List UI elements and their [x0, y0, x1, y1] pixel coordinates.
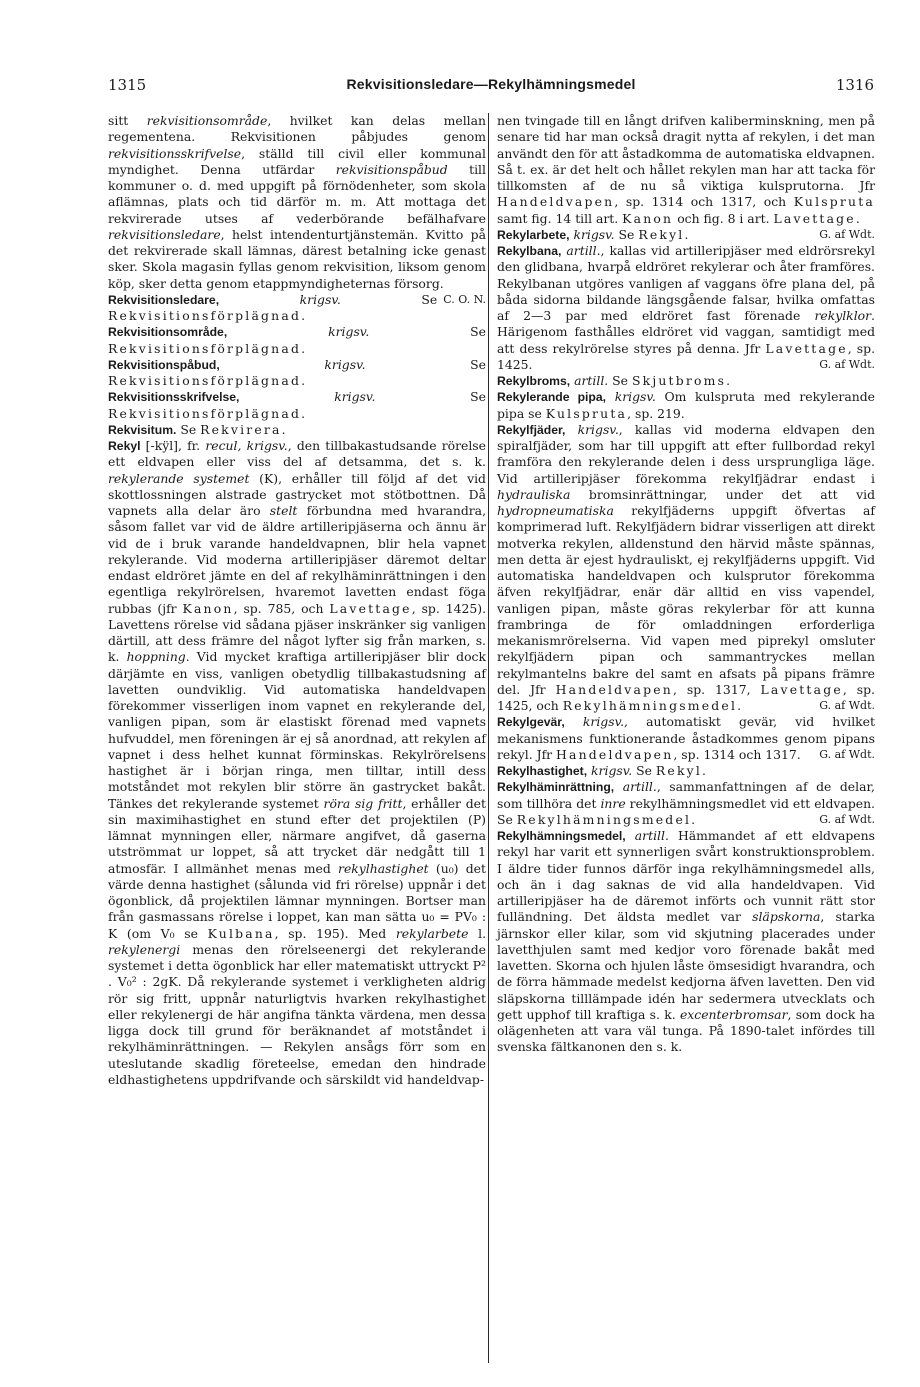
text-run: , sp. 219.	[627, 405, 685, 421]
text-run: rekylarbete	[395, 925, 469, 941]
text-run: hydropneumatiska	[497, 503, 614, 518]
text-run: Om kulspruta med rekylerande pipa se	[497, 389, 875, 421]
headword: Rekylgevär,	[497, 715, 565, 730]
author-signature: G. af Wdt.	[819, 812, 875, 826]
text-run: röra sig fritt	[323, 795, 403, 811]
text-run: krigsv.	[324, 356, 366, 372]
text-run: artill.	[574, 373, 609, 388]
headword: Rekvisitionsledare,	[108, 292, 220, 307]
text-run: rekvisitionsskrifvelse	[108, 145, 242, 161]
text-run: , sp. 785, och	[233, 600, 330, 616]
headword: Rekvisitionsområde,	[108, 325, 228, 340]
entry-rekylbana	[497, 243, 875, 373]
text-run: .	[855, 210, 860, 226]
entry-rekylhaminrattning	[497, 779, 875, 828]
text-run: , sp. 1317,	[672, 681, 761, 697]
text-run: släpskorna	[752, 909, 821, 925]
cross-reference: Rekvisitionsförplägnad.	[108, 405, 308, 421]
text-run: (K), erhåller till följd af det vid skottlossningen alstrade gastrycket mot stötbottnen. Då vapnets alla delar äro	[108, 470, 486, 518]
text-run: artill.	[634, 828, 669, 843]
text-run: , helst intendenturtjänstemän. Kvitto på det rekvirerade skall lämnas, därest betalning icke genast sker. Skola magasin fyllas genom rekvisition, liksom genom köp, sker detta genom etappmyndigheternas försorg.	[108, 226, 486, 291]
text-run: . Vid mycket kraftiga artilleripjäser blir dock därjämte en viss, vanligen obetydlig tillbakastudsning af lavetten oundviklig. Vid automatiska handeldvapen förekommer visserligen inom vapnet en rekylerande del, vanligen pipan, som är elastiskt förenad med vapnets hufvuddel, men föreningen är ej så anordnad, att rekylen af vapnet i dess helhet kunnat förminskas. Rekylrörelsens hastighet är i början ringa, men tilltar, intill dess motståndet mot rekylen blir större än gastrycket bakåt. Tänkes det rekylerande systemet	[108, 649, 486, 811]
cross-reference: Lavettage	[760, 681, 843, 697]
text-run: , sp. 1425). Lavettens rörelse vid sådana pjäser inskränker sig vanligen därtill, att dess främre del något lyfter sig från marken, s. k.	[108, 600, 487, 665]
entry-rekvisitum	[108, 422, 486, 438]
entry-rekyl	[108, 438, 486, 1088]
text-run: samt fig. 14 till art.	[497, 210, 623, 226]
page-header	[108, 76, 874, 98]
text-run: artill.	[566, 243, 601, 258]
text-run: [-kÿl], fr.	[140, 438, 206, 453]
text-run: Se	[369, 324, 486, 340]
text-run: Se	[614, 226, 639, 242]
entry-rekvisitionspabud	[108, 357, 486, 390]
text-run: Se	[340, 291, 438, 307]
page-number-left: 1315	[108, 76, 147, 94]
cross-reference: Kulspruta	[793, 194, 875, 210]
text-run: krigsv.	[591, 763, 633, 778]
headword: Rekyl	[108, 439, 141, 453]
text-run: och fig. 8 i art.	[673, 210, 774, 226]
cross-reference: Lavettage	[773, 210, 856, 226]
entry-rekvisitionsskrifvelse	[108, 389, 486, 422]
text-run: . Härigenom fasthålles eldröret vid vaggan, samtidigt med att dess rekylrörelse styres på denna. Jfr	[497, 308, 875, 356]
headword: Rekylbana,	[497, 244, 562, 258]
text-run: rekvisitionspåbud	[335, 161, 448, 177]
cross-reference: Kanon	[182, 600, 234, 616]
headword: Rekylbroms,	[497, 374, 571, 388]
text-run: , sp. 1314 och 1317.	[673, 746, 801, 762]
author-signature: G. af Wdt.	[819, 747, 875, 761]
text-run: (u₀) det värde denna hastighet (sålunda vid fri rörelse) uppnår i det ögonblick, då projektilen lämnar mynningen. Bortser man från gasmassans rörelse i loppet, kan man sätta u₀ = PV₀ : K (om V₀ se	[108, 860, 486, 941]
text-run: krigsv.	[614, 389, 656, 405]
entry-rekvisitionsledare	[108, 292, 486, 325]
entry-rekvisitionsomrade	[108, 324, 486, 357]
text-run: rekvisitionsområde	[146, 113, 268, 128]
text-run: , sammanfattningen af de delar, som tillhöra det	[497, 779, 875, 811]
text-run: menas den rörelseenergi det rekylerande systemet i detta ögonblick har eller matematiskt uttryckt P² . V₀² : 2gK. Då rekylerande systemet i verkligheten aldrig rör sig fritt, uppnår naturligtvis hvarken rekylhastighet eller rekylenergi de här angifna tänkta värdena, men dessa ligga dock till grund för beräknandet af motståndet i rekylhäminrättningen. — Rekylen ansågs förr som en uteslutande skadlig företeelse, emedan den hindrade eldhastighetens uppdrifvande och särskildt vid handeldvap-	[108, 941, 486, 1087]
text-run: rekylfjäderns uppgift öfvertas af komprimerad luft. Rekylfjädern bidrar visserligen att direkt motverka rekylen, alldenstund den härvid måste spännas, men detta är ejest hydrauliskt, ej rekylfjäderns uppgift. Vid automatiska handeldvapen och kulsprutor förekomma äfven rekylfjädrar, enär där alltid en viss vapendel, vanligen pipan, måste göras rekylerbar för att kunna frambringa de för omladdningen erforderliga mekanismrörelserna. Vid vapen med piprekyl omsluter rekylfjädern pipan och sammantryckes mellan rekylmantelns bakre del samt en afsats på pipans främre del. Jfr	[497, 503, 875, 697]
entry-rekylbroms	[497, 373, 875, 389]
author-signature: G. af Wdt.	[819, 227, 875, 241]
text-run: artill.	[622, 779, 657, 795]
text-run: excenterbromsar	[679, 1006, 788, 1022]
headword: Rekylhämningsmedel,	[497, 829, 626, 843]
text-run: , starka järnskor eller kilar, som vid skjutning placerades under lavetthjulen samt med kedjor voro förenade bakåt med lavetten. Skorna och hjulen låste ömsesidigt hvarandra, och de förra hämmade medelst kedjorna äfven lavetten. Den vid släpskorna tilllämpade idén har sedermera utvecklats och gett upphof till kraftiga s. k.	[497, 909, 875, 1022]
headword: Rekylfjäder,	[497, 422, 566, 437]
text-run: , erhåller det sin maximihastighet en stund efter det projektilen (P) lämnat mynningen eller, närmare angifvet, då gaserna utströmmat ur loppet, så att trycket där nedgått till 1 atmosfär. I allmänhet menas med	[108, 795, 486, 876]
author-signature: G. af Wdt.	[819, 699, 875, 712]
right-column	[497, 113, 875, 1056]
text-run: , automatiskt gevär, vid hvilket mekanismens funktionerande åstadkommes genom pipans rekyl. Jfr	[497, 714, 875, 762]
headword: Rekvisitum.	[108, 422, 177, 437]
column-divider	[488, 113, 489, 1363]
cross-reference: Rekylhämningsmedel.	[562, 698, 744, 713]
text-run: rekylhastighet	[338, 860, 429, 876]
text-run: inre	[600, 795, 626, 811]
cross-reference: Kanon	[622, 210, 674, 226]
headword: Rekylhastighet,	[497, 764, 588, 778]
cross-reference: Kulbana	[207, 925, 275, 941]
running-title: Rekvisitionsledare—Rekylhämningsmedel	[346, 76, 636, 92]
text-run: till kommuner o. d. med uppgift på förnödenheter, som skola aflämnas, plats och tid därför m. m. Att mottaga det rekvirerade utses af vederbörande befälhafvare	[108, 161, 486, 226]
cross-reference: Rekvisitionsförplägnad.	[108, 340, 308, 356]
text-run: , sp. 195). Med	[274, 925, 396, 941]
text-run: rekylklor	[814, 308, 872, 323]
text-run: , sp. 1425, och	[497, 681, 875, 713]
cross-reference: Rekvisitionsförplägnad.	[108, 308, 308, 323]
text-run: hydrauliska	[497, 486, 571, 502]
cross-reference: Rekvirera.	[200, 421, 288, 437]
left-column	[108, 113, 486, 1088]
text-run: Se	[375, 389, 486, 405]
headword: Rekvisitionsskrifvelse,	[108, 390, 240, 405]
text-run: Se	[632, 763, 656, 778]
headword: Rekylerande pipa,	[497, 390, 607, 405]
text-run: Hämmandet af ett eldvapens rekyl har varit ett synnerligen svårt konstruktionsproblem. I äldre tider funnos därför inga rekylhämningsmedel alls, och än i dag saknas de vid alla handeldvapen. Vid artilleripjäser ha de däremot införts och vunnit rätt stor fulländning. Det äldsta medlet var	[497, 828, 875, 925]
cross-reference: Handeldvapen	[555, 681, 673, 697]
headword: Rekylhäminrättning,	[497, 780, 615, 795]
text-run: sitt	[108, 113, 147, 128]
cross-reference: Lavettage	[765, 340, 848, 356]
author-signature: G. af Wdt.	[819, 357, 875, 371]
text-run: krigsv.	[328, 324, 370, 340]
text-run: krigsv.	[582, 714, 625, 730]
text-run: rekylhämningsmedlet vid ett eldvapen. Se	[497, 795, 875, 827]
cross-reference: Rekyl.	[638, 226, 691, 242]
text-run: l.	[468, 925, 487, 941]
entry-rekylfjader	[497, 422, 875, 715]
text-run: hoppning	[126, 649, 186, 665]
headword: Rekvisitionspåbud,	[108, 357, 220, 372]
text-run: , ställd till civil eller kommunal myndighet. Denna utfärdar	[108, 145, 486, 177]
cross-reference: Rekvisitionsförplägnad.	[108, 373, 308, 388]
cross-reference: Skjutbroms.	[631, 373, 733, 388]
entry-rekylhamningsmedel	[497, 828, 875, 1056]
text-run: , sp. 1425.	[497, 340, 876, 372]
text-run: , sp. 1314 och 1317, och	[614, 194, 794, 210]
text-run: bromsinrättningar, under det att vid	[570, 486, 875, 502]
cross-reference: Lavettage	[329, 600, 412, 616]
headword: Rekylarbete,	[497, 227, 570, 242]
cross-reference: Handeldvapen	[556, 746, 674, 762]
cross-reference: Rekylhämningsmedel.	[516, 811, 698, 827]
text-run: , kallas vid artilleripjäser med eldrörsrekyl den glidbana, hvarpå eldröret rekylerar och åter framföres. Rekylbanan utgöres vanligen af vaggans öfre plana del, på båda sidorna bildande längsgående falsar, hvilka omfattas af 2—3 par med eldröret fast förenade	[497, 243, 875, 323]
text-run: recul, krigsv.	[205, 438, 288, 453]
text-run: Se	[608, 373, 632, 388]
cross-reference: Handeldvapen	[497, 194, 615, 210]
text-run: , hvilket kan delas mellan regementena. Rekvisitionen påbjudes genom	[108, 113, 486, 145]
entry-rekylhastighet	[497, 763, 875, 779]
text-run: nen tvingade till en långt drifven kaliberminskning, men på senare tid har man också dragit nytta af rekylen, i det man användt den för att åstadkomma de automatiska eldvapnen. Så t. ex. är det helt och hållet rekylen man har att tacka för tillkomsten af de nu så viktiga kulsprutorna. Jfr	[497, 113, 875, 193]
text-run: Se	[365, 356, 486, 372]
text-run: , kallas vid moderna eldvapen den spiralfjäder, som har till uppgift att efter fullbordad rekyl framföra den rekylerande delen i dess ursprungliga läge. Vid artilleripjäser förekomma rekylfjädrar endast i	[497, 421, 875, 486]
text-run: rekvisitionsledare	[108, 226, 221, 242]
text-run: , den tillbakastudsande rörelse ett eldvapen eller viss del af detsamma, det s. k.	[108, 438, 486, 470]
text-run: , som dock ha olägenheten att vara väl tunga. På 1890-talet infördes till svenska fältkanonen den s. k.	[497, 1006, 875, 1055]
text-run: krigsv.	[299, 291, 341, 307]
text-run: krigsv.	[573, 226, 615, 242]
cross-reference: Kulspruta	[545, 405, 628, 421]
text-run: krigsv.	[334, 389, 376, 405]
entry-rekylerande-pipa	[497, 389, 875, 422]
cross-reference: Rekyl.	[655, 763, 709, 778]
entry-rekylgevar	[497, 714, 875, 763]
text-run: rekylenergi	[108, 941, 181, 957]
author-signature: C. O. N.	[443, 292, 486, 306]
text-run: rekylerande systemet	[108, 470, 250, 486]
text-run: krigsv.	[577, 421, 619, 437]
text-run: förbundna med hvarandra, såsom fallet var vid de äldre artilleripjäserna och ännu är vid de i bruk varande handeldvapnen, blir hela vapnet rekylerande. Vid moderna artilleripjäser däremot deltar endast eldröret jämte en del af rekylhäminrättningen i den egentliga rekylrörelsen, hvaremot lavetten endast föga rubbas (jfr	[108, 503, 487, 616]
text-run: stelt	[269, 503, 298, 518]
text-run: Se	[176, 421, 201, 437]
page-number-right: 1316	[835, 76, 874, 94]
